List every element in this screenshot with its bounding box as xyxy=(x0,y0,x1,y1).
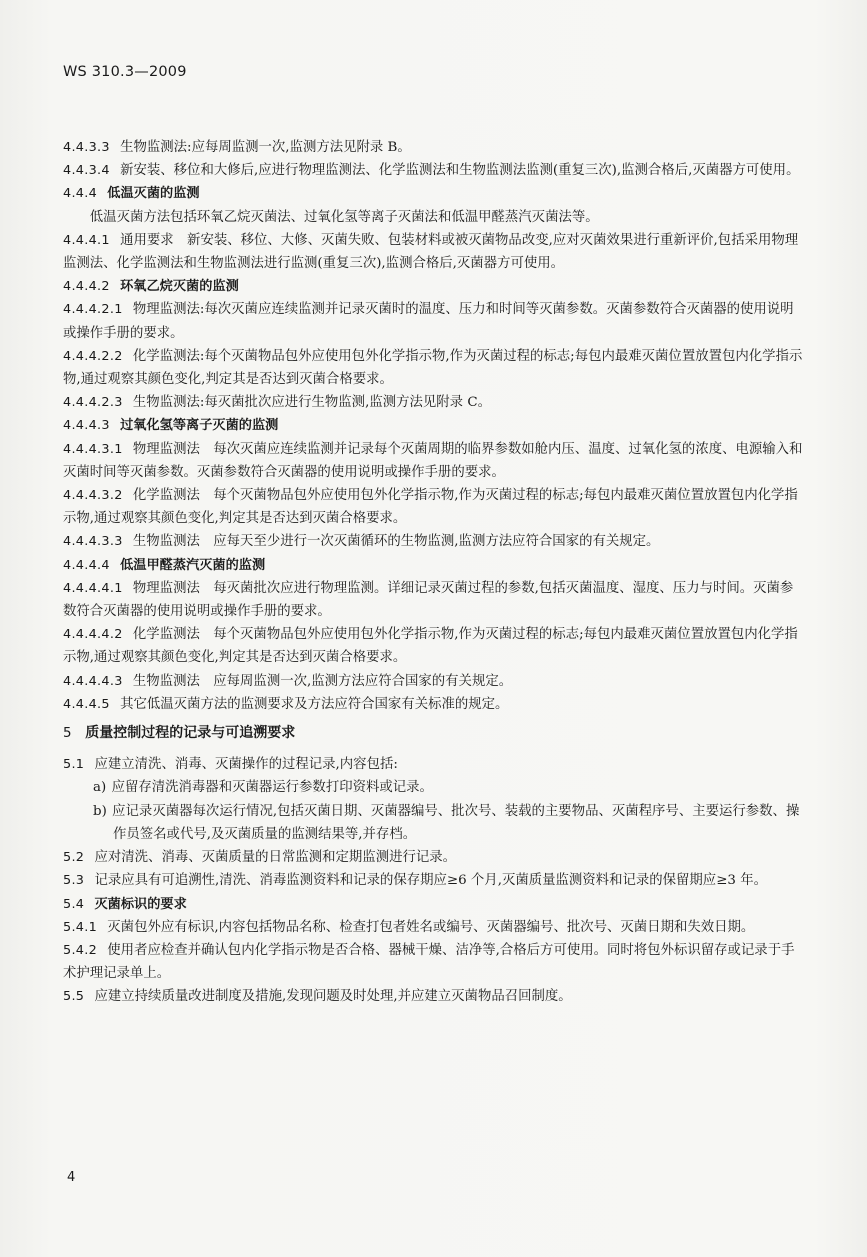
section-5-clauses xyxy=(63,753,803,1008)
clause-paragraph xyxy=(63,229,803,275)
standard-code: WS 310.3—2009 xyxy=(63,64,187,80)
clause-text: 使用者应检查并确认包内化学指示物是否合格、器械干燥、洁净等,合格后方可使用。同时将包外标识留存或记录于手术护理记录单上。 xyxy=(63,942,795,982)
clause-title: 低温甲醛蒸汽灭菌的监测 xyxy=(120,557,266,573)
clause-text: 应建立清洗、消毒、灭菌操作的过程记录,内容包括: xyxy=(94,757,398,773)
clause-number: 5.4.1 xyxy=(63,919,98,935)
clause-paragraph xyxy=(63,136,803,159)
clause-heading xyxy=(63,893,803,916)
clause-number: 4.4.4.2.3 xyxy=(63,395,123,411)
clause-list xyxy=(63,136,803,716)
clause-text: 物理监测法 每次灭菌应连续监测并记录每个灭菌周期的临界参数如舱内压、温度、过氧化氢的浓度、电源输入和灭菌时间等灭菌参数。灭菌参数符合灭菌器的使用说明或操作手册的要求。 xyxy=(63,441,803,480)
clause-paragraph xyxy=(63,577,803,623)
clause-number: 4.4.4.2 xyxy=(63,279,110,295)
clause-text: 应留存清洗消毒器和灭菌器运行参数打印资料或记录。 xyxy=(111,780,433,796)
clause-title: 灭菌标识的要求 xyxy=(94,896,187,912)
clause-paragraph xyxy=(63,438,803,484)
clause-paragraph xyxy=(63,693,803,716)
clause-number: 5.3 xyxy=(63,873,85,889)
section-number: 5 xyxy=(63,726,72,742)
clause-heading xyxy=(63,554,803,577)
clause-number: 4.4.3.3 xyxy=(63,140,110,155)
clause-paragraph xyxy=(63,484,803,530)
clause-text: 新安装、移位和大修后,应进行物理监测法、化学监测法和生物监测法监测(重复三次),监测合格后,灭菌器方可使用。 xyxy=(120,163,800,179)
clause-number: 4.4.4.3.3 xyxy=(63,534,123,550)
clause-number: 5.1 xyxy=(63,757,85,773)
clause-text: 应记录灭菌器每次运行情况,包括灭菌日期、灭菌器编号、批次号、装载的主要物品、灭菌程序号、主要运行参数、操作员签名或代号,及灭菌质量的监测结果等,并存档。 xyxy=(112,803,800,842)
clause-paragraph xyxy=(63,391,803,414)
clause-paragraph xyxy=(63,846,803,869)
clause-paragraph xyxy=(63,159,803,182)
clause-text: 低温灭菌方法包括环氧乙烷灭菌法、过氧化氢等离子灭菌法和低温甲醛蒸汽灭菌法等。 xyxy=(89,209,599,225)
clause-text: 化学监测法:每个灭菌物品包外应使用包外化学指示物,作为灭菌过程的标志;每包内最难灭菌位置放置包内化学指示物,通过观察其颜色变化,判定其是否达到灭菌合格要求。 xyxy=(63,348,803,388)
clause-number: 4.4.4.5 xyxy=(63,696,110,712)
section-title: 质量控制过程的记录与可追溯要求 xyxy=(85,725,296,742)
clause-text: 其它低温灭菌方法的监测要求及方法应符合国家有关标准的规定。 xyxy=(120,696,509,712)
clause-text: 物理监测法 每灭菌批次应进行物理监测。详细记录灭菌过程的参数,包括灭菌温度、湿度、压力与时间。灭菌参数符合灭菌器的使用说明或操作手册的要求。 xyxy=(63,580,794,620)
clause-paragraph xyxy=(63,869,803,892)
clause-number: 4.4.4.2.1 xyxy=(63,302,123,318)
list-marker: a) xyxy=(93,780,107,796)
clause-number: 4.4.4.3.2 xyxy=(63,488,123,504)
clause-paragraph xyxy=(63,985,803,1008)
clause-number: 4.4.3.4 xyxy=(63,163,110,179)
clause-number: 4.4.4.4.2 xyxy=(63,627,123,643)
clause-paragraph xyxy=(63,753,803,776)
clause-paragraph xyxy=(63,939,803,985)
clause-text: 灭菌包外应有标识,内容包括物品名称、检查打包者姓名或编号、灭菌器编号、批次号、灭菌日期和失效日期。 xyxy=(107,919,755,935)
clause-text: 化学监测法 每个灭菌物品包外应使用包外化学指示物,作为灭菌过程的标志;每包内最难灭菌位置放置包内化学指示物,通过观察其颜色变化,判定其是否达到灭菌合格要求。 xyxy=(63,627,798,666)
clause-text: 物理监测法:每次灭菌应连续监测并记录灭菌时的温度、压力和时间等灭菌参数。灭菌参数符合灭菌器的使用说明或操作手册的要求。 xyxy=(63,302,794,341)
page-number: 4 xyxy=(67,1170,76,1185)
clause-number: 4.4.4.2.2 xyxy=(63,348,123,364)
clause-number: 4.4.4.4.3 xyxy=(63,673,123,689)
clause-paragraph xyxy=(63,206,803,229)
clause-number: 5.4.2 xyxy=(63,942,98,958)
clause-text: 生物监测法 应每天至少进行一次灭菌循环的生物监测,监测方法应符合国家的有关规定。 xyxy=(132,534,660,550)
clause-paragraph xyxy=(63,530,803,553)
clause-number: 4.4.4.4.1 xyxy=(63,580,123,596)
clause-paragraph xyxy=(63,298,803,344)
clause-text: 应对清洗、消毒、灭菌质量的日常监测和定期监测进行记录。 xyxy=(94,850,457,866)
list-marker: b) xyxy=(93,803,107,819)
clause-text: 生物监测法:应每周监测一次,监测方法见附录 B。 xyxy=(120,140,411,155)
clause-text: 化学监测法 每个灭菌物品包外应使用包外化学指示物,作为灭菌过程的标志;每包内最难灭菌位置放置包内化学指示物,通过观察其颜色变化,判定其是否达到灭菌合格要求。 xyxy=(63,488,798,527)
clause-heading xyxy=(63,182,803,205)
clause-number: 5.2 xyxy=(63,850,85,866)
clause-title: 环氧乙烷灭菌的监测 xyxy=(120,279,239,295)
clause-number: 5.4 xyxy=(63,896,85,912)
clause-paragraph xyxy=(63,916,803,939)
clause-number: 4.4.4 xyxy=(63,186,98,202)
clause-number: 4.4.4.1 xyxy=(63,232,110,248)
clause-text: 记录应具有可追溯性,清洗、消毒监测资料和记录的保存期应≥6 个月,灭菌质量监测资料和记录的保留期应≥3 年。 xyxy=(94,873,767,889)
clause-number: 4.4.4.3.1 xyxy=(63,441,123,457)
clause-paragraph xyxy=(63,623,803,669)
list-item xyxy=(83,776,803,799)
clause-heading xyxy=(63,275,803,298)
clause-text: 应建立持续质量改进制度及措施,发现问题及时处理,并应建立灭菌物品召回制度。 xyxy=(94,989,572,1005)
clause-paragraph xyxy=(63,670,803,693)
clause-title: 过氧化氢等离子灭菌的监测 xyxy=(120,418,279,434)
section-5-heading xyxy=(63,722,803,745)
clause-number: 4.4.4.3 xyxy=(63,418,110,434)
clause-text: 生物监测法:每灭菌批次应进行生物监测,监测方法见附录 C。 xyxy=(132,395,491,411)
clause-text: 通用要求 新安装、移位、大修、灭菌失败、包装材料或被灭菌物品改变,应对灭菌效果进行重新评价,包括采用物理监测法、化学监测法和生物监测法进行监测(重复三次),监测合格后,灭菌器方可使用。 xyxy=(63,232,799,272)
clause-paragraph xyxy=(63,345,803,391)
document-body xyxy=(63,136,803,1009)
clause-title: 低温灭菌的监测 xyxy=(107,186,200,202)
clause-heading xyxy=(63,414,803,437)
clause-text: 生物监测法 应每周监测一次,监测方法应符合国家的有关规定。 xyxy=(132,673,513,689)
list-item xyxy=(83,800,803,846)
clause-number: 4.4.4.4 xyxy=(63,557,110,573)
clause-number: 5.5 xyxy=(63,989,85,1005)
